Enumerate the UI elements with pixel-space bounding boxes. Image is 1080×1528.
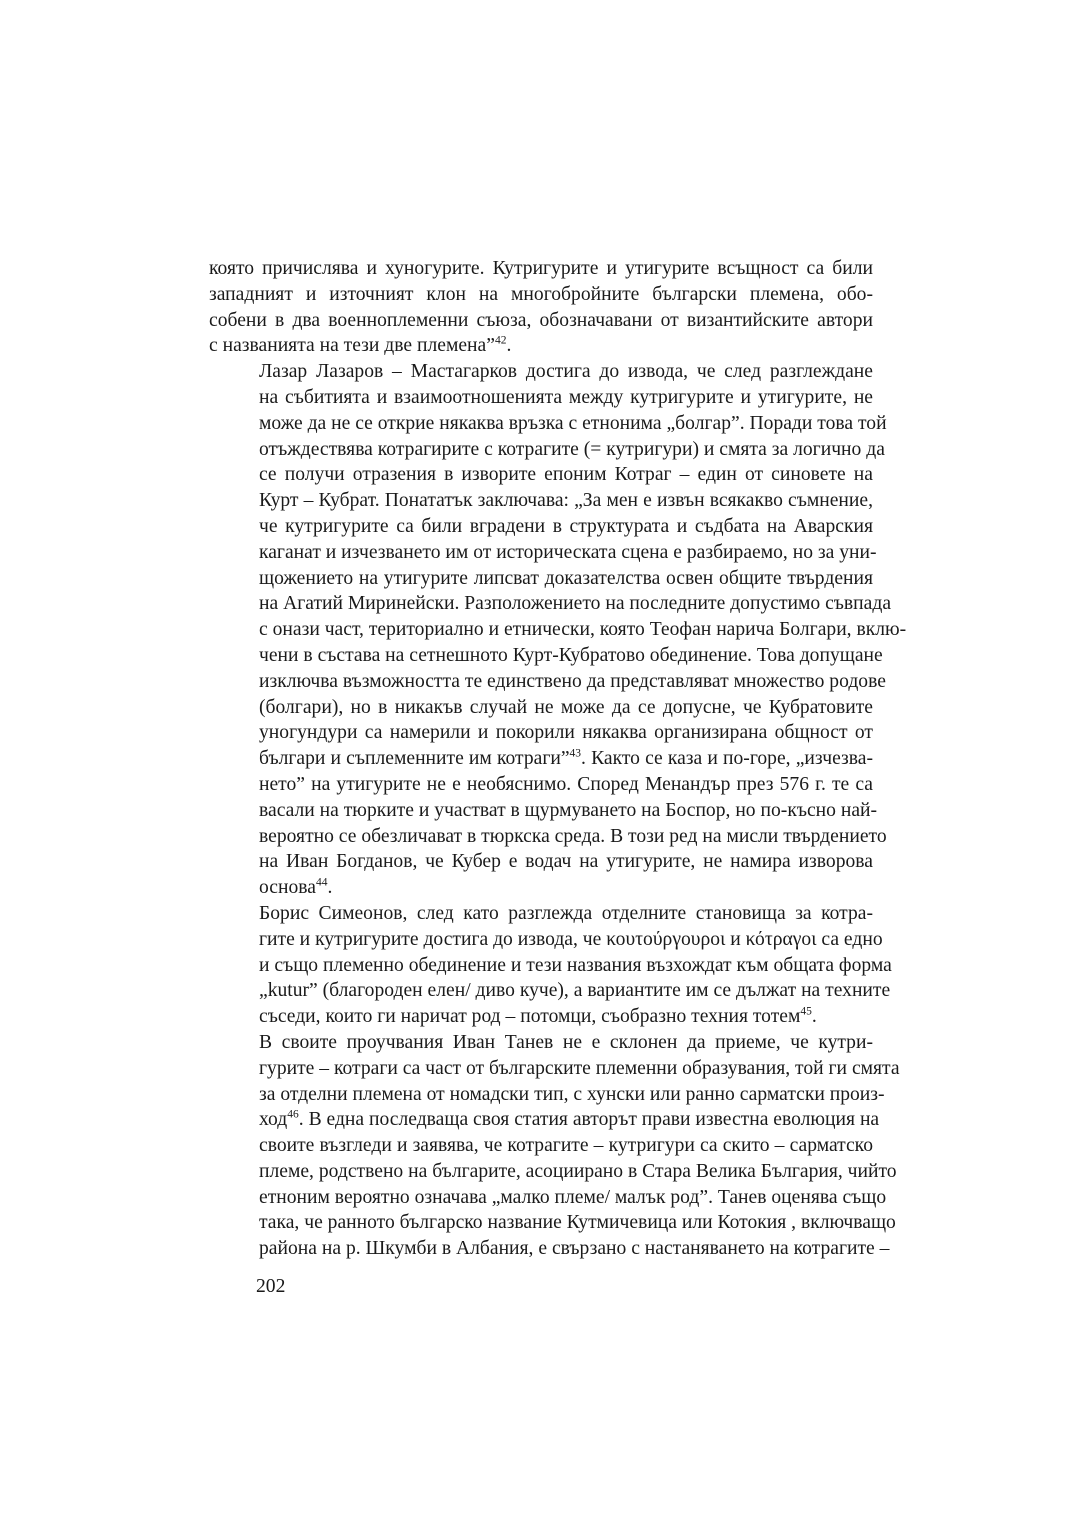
footnote-ref-43: 43 [569, 747, 582, 760]
text-line: чени в състава на сетнешното Курт-Кубратово обединение. Това допущане [259, 644, 883, 666]
paragraph-4 [209, 1030, 900, 1262]
text-line [209, 875, 873, 901]
line-text: ход [259, 1109, 288, 1131]
line-text: с названията на тези две племена” [209, 335, 495, 357]
line-text: . [327, 877, 333, 899]
page-body [209, 256, 907, 1262]
text-line: на Агатий Миринейски. Разположението на последните допустимо съвпада [259, 593, 892, 615]
text-line: етноним вероятно означава „малко племе/ малък род”. Танев оценява също [259, 1186, 887, 1208]
text-line: васали на тюрките и участват в щурмуването на Боспор, но по-късно най- [259, 799, 878, 821]
text-line: племе, родствено на българите, асоциирано в Стара Велика България, чийто [259, 1160, 897, 1182]
text-line: (болгари), но в никакъв случай не може да се допусне, че Кубратовите [259, 696, 873, 718]
line-text: . Както се каза и по-горе, „изчезва- [581, 748, 873, 770]
text-line: нето” на утигурите не е необяснимо. Според Менандър през 576 г. те са [259, 773, 873, 795]
paragraph-1 [209, 256, 873, 359]
text-line: че кутригурите са били вградени в структурата и съдбата на Аварския [259, 515, 873, 537]
text-line: отъждествява котрагирите с котрагите (= кутригури) и смята за логично да [259, 438, 885, 460]
text-line: и също племенно обединение и тези названия възхождат към общата форма [259, 954, 892, 976]
text-line: изключва възможността те единствено да представляват множество родове [259, 670, 886, 692]
footnote-ref-44: 44 [315, 876, 328, 889]
text-line: може да не се открие някаква връзка с етнонима „болгар”. Поради това той [259, 412, 887, 434]
text-line [209, 1004, 873, 1030]
text-line [209, 333, 873, 359]
text-line: В своите проучвания Иван Танев не е склонен да приеме, че кутри- [259, 1031, 873, 1053]
text-line: вероятно се обезличават в тюркска среда. В този ред на мисли твърдението [259, 825, 887, 847]
line-text: основа [259, 877, 316, 899]
text-line: Борис Симеонов, след като разглежда отделните становища за котра- [259, 902, 873, 924]
paragraph-3 [209, 901, 892, 1030]
text-line: на събитията и взаимоотношенията между кутригурите и утигурите, не [259, 386, 873, 408]
text-line: която причислява и хуногурите. Кутригурите и утигурите всъщност са били [209, 258, 873, 279]
line-text: . [811, 1006, 817, 1028]
page-number: 202 [256, 1276, 286, 1297]
text-line: с онази част, териториално и етнически, която Теофан нарича Болгари, вклю- [259, 619, 907, 641]
text-line: уногундури са намерили и покорили някаква организирана общност от [259, 722, 873, 744]
text-line: гурите – котраги са част от българските племенни образувания, той ги смята [259, 1057, 900, 1079]
line-text: . В една последваща своя статия авторът прави известна еволюция на [298, 1109, 880, 1131]
text-line: така, че ранното българско название Кутмичевица или Котокия , включващо [259, 1212, 896, 1234]
footnote-ref-46: 46 [287, 1108, 299, 1121]
text-line: Лазар Лазаров – Мастагарков достига до извода, че след разглеждане [259, 361, 873, 383]
text-line: Курт – Кубрат. Понататък заключава: „За мен е извън всякакво съмнение, [259, 490, 873, 512]
line-text: . [506, 335, 512, 357]
line-text: българи и съплеменните им котраги” [259, 748, 570, 770]
text-line: за отделни племена от номадски тип, с хунски или ранно сарматски произ- [259, 1083, 885, 1105]
text-line [209, 1107, 880, 1133]
text-line: се получи отразения в изворите епоним Котраг – един от синовете на [259, 464, 873, 486]
text-line: каганат и изчезването им от историческата сцена е разбираемо, но за уни- [259, 541, 877, 563]
line-text: съседи, които ги наричат род – потомци, съобразно техния тотем [259, 1006, 801, 1028]
text-line: района на р. Шкумби в Албания, е свързано с настаняването на котрагите – [259, 1238, 890, 1260]
text-line: западният и източният клон на многобройните български племена, обо- [209, 283, 873, 305]
text-line: на Иван Богданов, че Кубер е водач на утигурите, не намира изворова [259, 851, 873, 873]
text-line [209, 746, 873, 772]
paragraph-2 [209, 359, 907, 901]
text-line: щожението на утигурите липсват доказателства освен общите твърдения [259, 567, 873, 589]
footnote-ref-42: 42 [494, 334, 507, 347]
text-line: гите и кутригурите достига до извода, че κουτούργουροι и κότραγοι са едно [259, 928, 883, 950]
text-line: „kutur” (благороден елен/ диво куче), а вариантите им се дължат на техните [259, 980, 891, 1002]
text-line: собени в два военноплеменни съюза, обозначавани от византийските автори [209, 309, 873, 331]
text-line: своите възгледи и заявява, че котрагите – кутригури са скито – сарматско [259, 1135, 873, 1157]
footnote-ref-45: 45 [800, 1005, 812, 1018]
